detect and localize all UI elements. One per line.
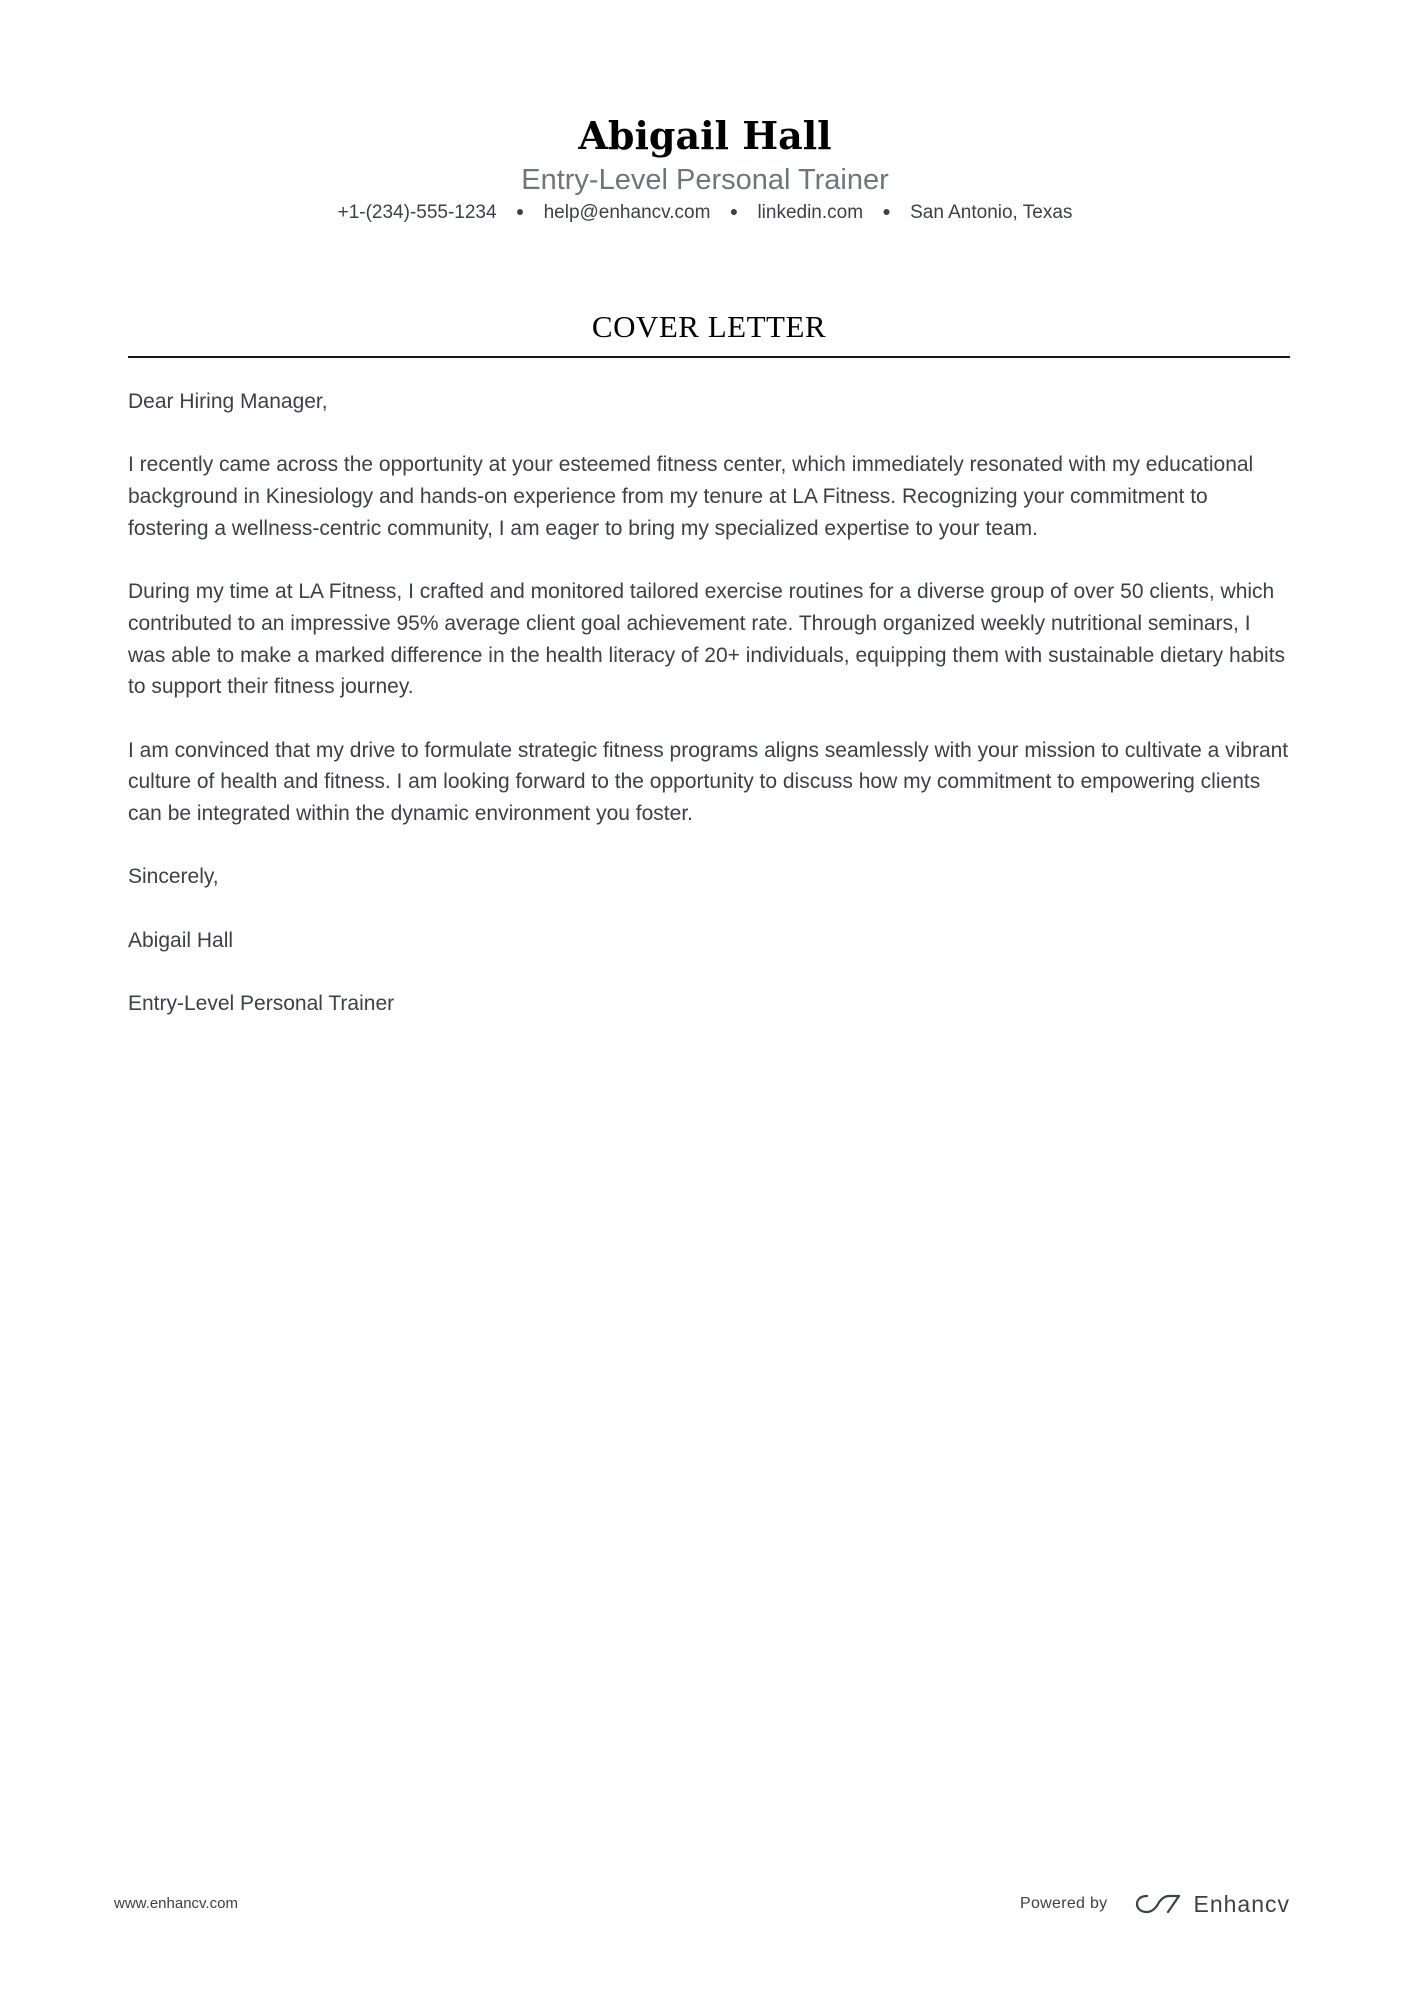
letter-paragraph: I am convinced that my drive to formulate strategic fitness programs aligns seamlessly with your mission to cultivate a vibrant culture of health and fitness. I am looking forward to the opportunity to discuss how my commitment to empowering clients can be integrated within the dynamic environment you foster. — [128, 738, 1289, 826]
brand-name: Enhancv — [1193, 1890, 1290, 1917]
candidate-role: Entry-Level Personal Trainer — [521, 164, 889, 196]
powered-by-label: Powered by — [1019, 1895, 1108, 1912]
contact-location: San Antonio, Texas — [910, 202, 1073, 223]
candidate-name: Abigail Hall — [578, 113, 832, 158]
resume-header — [0, 112, 1410, 226]
signature-name: Abigail Hall — [128, 928, 234, 952]
footer-branding[interactable] — [1020, 1880, 1290, 1928]
letter-closing: Sincerely, — [128, 865, 219, 889]
bullet-separator: ● — [882, 203, 891, 219]
contact-phone: +1-(234)-555-1234 — [337, 202, 497, 223]
signature-title: Entry-Level Personal Trainer — [128, 992, 395, 1016]
contact-line — [0, 198, 1410, 226]
section-divider — [128, 356, 1290, 358]
letter-paragraph: During my time at LA Fitness, I crafted and monitored tailored exercise routines for a diverse group of over 50 clients, which contributed to an impressive 95% average client goal achievement rate. Through organized weekly nutritional seminars, I was able to make a marked difference in the health literacy of 20+ individuals, equipping them with sustainable dietary habits to support their fitness journey. — [128, 580, 1286, 699]
bullet-separator: ● — [729, 203, 739, 219]
letter-paragraph: I recently came across the opportunity at your esteemed fitness center, which immediately resonated with my educational background in Kinesiology and hands-on experience from my tenure at LA Fitness. Recognizing your commitment to fostering a wellness-centric community, I am eager to bring my specialized expertise to your team. — [128, 453, 1254, 540]
contact-linkedin[interactable]: linkedin.com — [757, 202, 864, 223]
letter-greeting: Dear Hiring Manager, — [128, 390, 328, 413]
section-title: COVER LETTER — [591, 309, 827, 344]
enhancv-logo-icon — [1135, 1893, 1181, 1915]
letter-body — [128, 386, 1290, 1052]
footer-website[interactable]: www.enhancv.com — [114, 1895, 238, 1912]
contact-email[interactable]: help@enhancv.com — [543, 202, 711, 223]
bullet-separator: ● — [515, 203, 525, 219]
